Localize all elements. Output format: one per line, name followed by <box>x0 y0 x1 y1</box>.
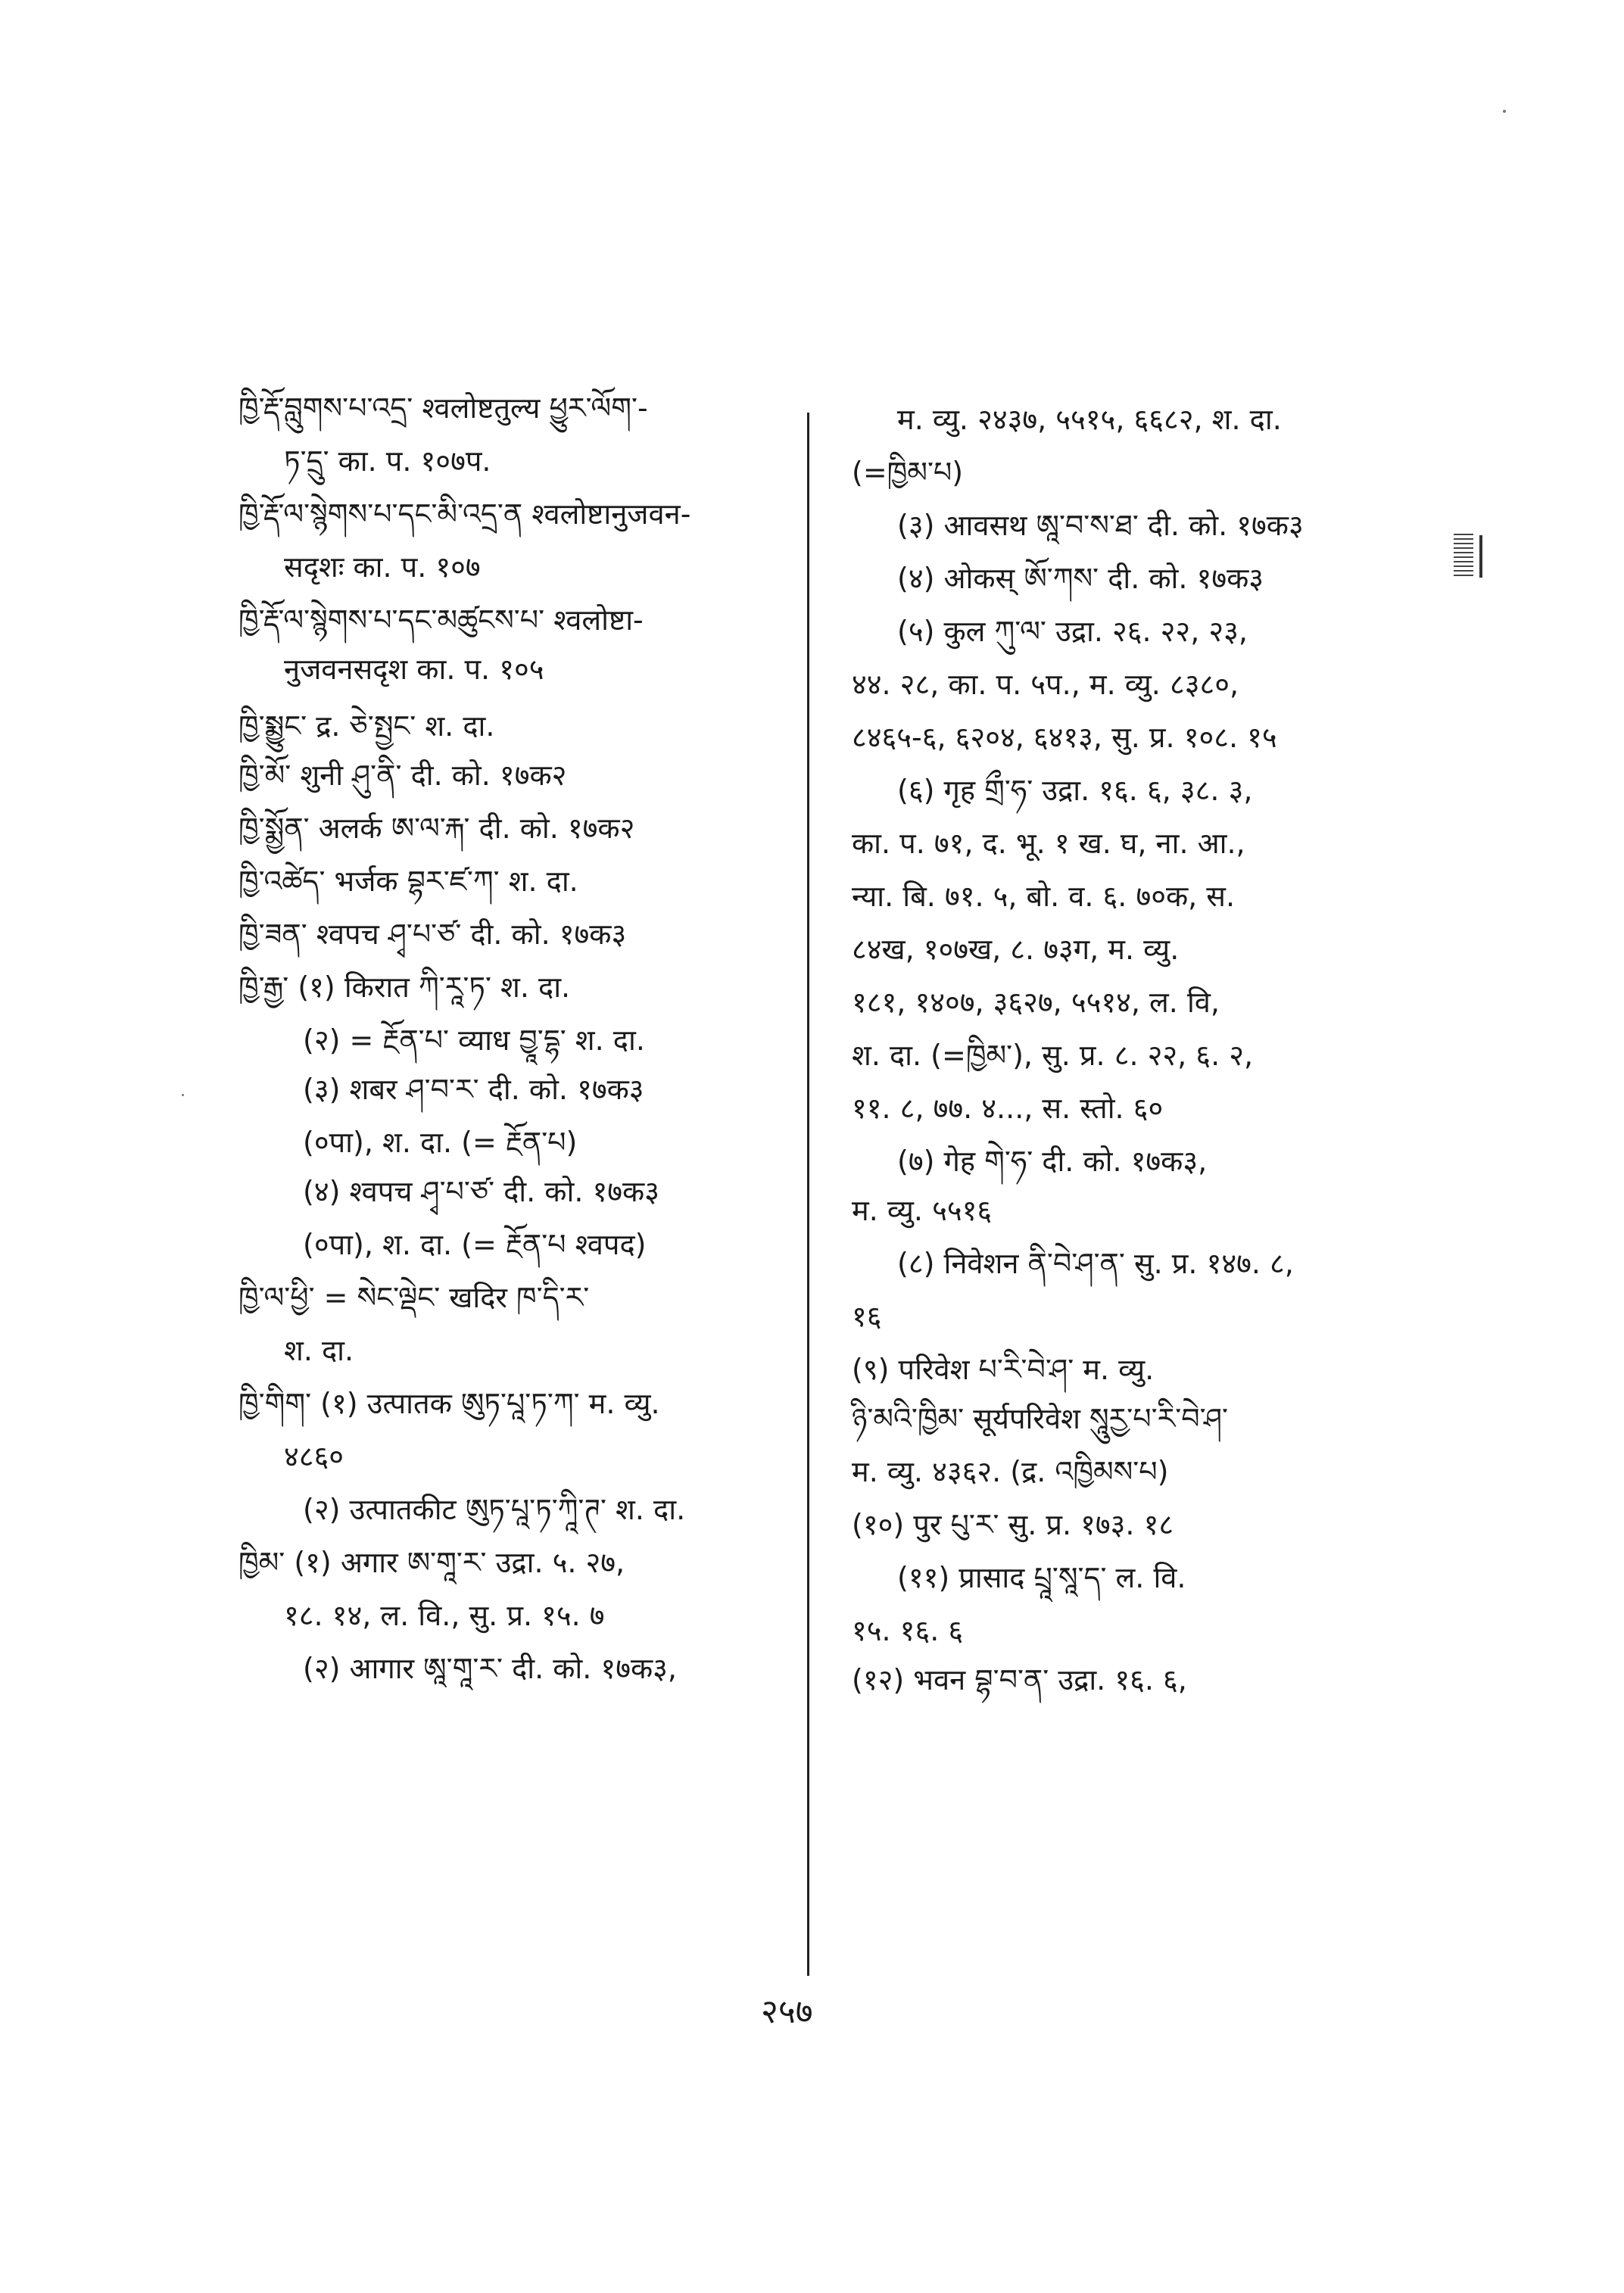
entry-line: (४) श्वपच ཤྭ་པ་ཙ་ दी. को. १७क३ <box>303 1175 659 1208</box>
entry-line: ཁྱི་འཚེད་ भर्जक བྷར་ཛ་ཀ་ श. दा. <box>238 865 578 898</box>
margin-mark <box>1454 534 1473 579</box>
entry-line: ཁྱི་རྡོ་བླུགས་པ་འདྲ་ श्वलोष्टतुल्य ཕྱུར་ལོག་- <box>238 391 648 425</box>
entry-line: ४८६० <box>284 1440 344 1473</box>
page-number: २५७ <box>761 1992 813 2031</box>
entry-line: ཁྱི་སྨྱུང་ द्र. ཅེ་སྤྱང་ श. दा. <box>238 709 495 743</box>
scan-speck <box>1503 110 1506 113</box>
entry-line: (३) आवसथ ཨཱ་བ་ས་ཐ་ दी. को. १७क३ <box>897 509 1304 542</box>
entry-line: (२) आगार ཨཱ་གཱ་ར་ दी. को. १७क३, <box>303 1652 677 1685</box>
entry-line: (=ཁྱིམ་པ) <box>852 456 964 489</box>
entry-line: ཉི་མའི་ཁྱིམ་ सूर्यपरिवेश སཱུརྱ་པ་རི་བེ་ཤ་ <box>852 1402 1228 1435</box>
entry-line: (८) निवेशन ནི་བེ་ཤ་ན་ सु. प्र. १४७. ८, <box>897 1247 1294 1280</box>
entry-line: श. दा. <box>284 1334 354 1367</box>
entry-line: का. प. ७१, द. भू. १ ख. घ, ना. आ., <box>852 827 1245 860</box>
entry-line: म. व्यु. ५५१६ <box>852 1194 993 1227</box>
entry-line: (२) = རྔོན་པ་ व्याध བྱཱ་དྷ་ श. दा. <box>303 1023 645 1057</box>
entry-line: (१०) पुर པུ་ར་ सु. प्र. १७३. १८ <box>852 1508 1174 1541</box>
entry-line: म. व्यु. २४३७, ५५१५, ६६८२, श. दा. <box>897 403 1282 436</box>
entry-line: (३) शबर ཤ་བ་ར་ दी. को. १७क३ <box>303 1073 644 1106</box>
entry-line: ཁྱི་རྡོ་ལ་སྙེགས་པ་དང་མཚུངས་པ་ श्वलोष्टा- <box>238 603 644 637</box>
entry-line: ཁྱི་ཟན་ श्वपच ཤྭ་པ་ཙ་ दी. को. १७क३ <box>238 918 627 951</box>
entry-line: म. व्यु. ४३६२. (द्र. འཁྱིམས་པ) <box>852 1455 1169 1488</box>
entry-line: (०पा), श. दा. (= རྔོན་པ श्वपद) <box>303 1228 647 1261</box>
entry-line: ཁྱི་ལ་ཕྱི་ = སེང་ལྡེང་ खदिर ཁ་དི་ར་ <box>238 1281 590 1314</box>
entry-line: ཁྱིམ་ (१) अगार ཨ་གཱ་ར་ उद्रा. ५. २७, <box>238 1546 625 1579</box>
entry-line: ཁྱི་གིག་ (१) उत्पातक ཨུཏ་པཱ་ཏ་ཀ་ म. व्यु. <box>238 1387 660 1420</box>
entry-line: (०पा), श. दा. (= རྔོན་པ) <box>303 1126 578 1159</box>
entry-line: ४४. २८, का. प. ५प., म. व्यु. ८३८०, <box>852 668 1239 701</box>
entry-line: ཏ་དྲུ་ का. प. १०७प. <box>284 444 491 478</box>
entry-line: (२) उत्पातकीट ཨུཏ་པཱ་ཏ་ཀཱི་ཊ་ श. दा. <box>303 1493 686 1526</box>
entry-line: १८. १४, ल. वि., सु. प्र. १५. ७ <box>284 1599 605 1632</box>
entry-line: ११. ८, ७७. ४..., स. स्तो. ६० <box>852 1092 1164 1125</box>
entry-line: ཁྱི་རྡོ་ལ་སྙེགས་པ་དང་མི་འདྲ་ན श्वलोष्टानुजवन- <box>238 497 691 531</box>
entry-line: ཁྱི་རྒྱ་ (१) किरात ཀི་རཱ་ཏ་ श. दा. <box>238 970 571 1004</box>
entry-line: १८१, १४०७, ३६२७, ५५१४, ल. वि, <box>852 986 1220 1019</box>
entry-line: ८४ख, १०७ख, ८. ७३ग, म. व्यु. <box>852 933 1180 966</box>
entry-line: (७) गेह གེ་ཧ་ दी. को. १७क३, <box>897 1145 1208 1178</box>
entry-line: (११) प्रासाद པྲཱ་སཱ་ད་ ल. वि. <box>897 1561 1186 1594</box>
entry-line: न्या. बि. ७१. ५, बो. व. ६. ७०क, स. <box>852 880 1236 913</box>
entry-line: (६) गृह གྲྀ་ཧ་ उद्रा. १६. ६, ३८. ३, <box>897 774 1253 807</box>
entry-line: १६ <box>852 1300 882 1333</box>
entry-line: नुजवनसदृश का. प. १०५ <box>284 653 544 686</box>
entry-line: (१२) भवन བྷ་བ་ན་ उद्रा. १६. ६, <box>852 1663 1187 1696</box>
entry-line: ८४६५-६, ६२०४, ६४१३, सु. प्र. १०८. १५ <box>852 721 1277 754</box>
entry-line: ཁྱི་སྨྱོན་ अलर्क ཨ་ལ་རྐ་ दी. को. १७क२ <box>238 812 635 845</box>
entry-line: (५) कुल ཀུ་ལ་ उद्रा. २६. २२, २३, <box>897 615 1248 648</box>
entry-line: श. दा. (=ཁྱིམ་), सु. प्र. ८. २२, ६. २, <box>852 1039 1254 1072</box>
entry-line: सदृशः का. प. १०७ <box>284 550 481 584</box>
entry-line: (४) ओकस् ཨོ་ཀས་ दी. को. १७क३ <box>897 562 1264 595</box>
entry-line: (९) परिवेश པ་རི་བེ་ཤ་ म. व्यु. <box>852 1353 1155 1386</box>
column-divider <box>807 413 809 1976</box>
scan-speck <box>182 1094 184 1096</box>
entry-line: १५. १६. ६ <box>852 1614 964 1647</box>
entry-line: ཁྱི་མོ་ शुनी ཤུ་ནི་ दी. को. १७क२ <box>238 759 567 792</box>
